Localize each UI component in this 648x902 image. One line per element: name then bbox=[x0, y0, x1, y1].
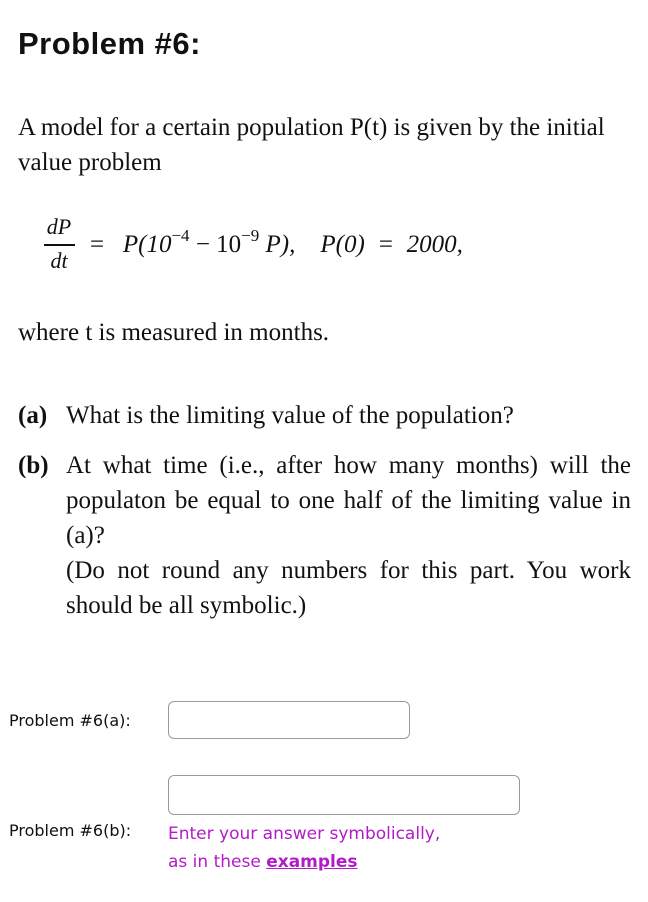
problem-title: Problem #6: bbox=[18, 26, 201, 61]
equation-term-1: P(10 bbox=[122, 231, 172, 258]
part-b-label: (b) bbox=[18, 452, 49, 479]
answer-a-input[interactable] bbox=[168, 701, 410, 739]
equals-sign: = bbox=[90, 231, 105, 258]
part-b-note: (Do not round any numbers for this part. You work should be all symbolic.) bbox=[66, 557, 631, 619]
part-a-text: What is the limiting value of the population? bbox=[66, 402, 514, 429]
fraction-denominator: dt bbox=[50, 248, 68, 273]
equation-term-2: − 10 bbox=[189, 231, 242, 258]
answer-b-label: Problem #6(b): bbox=[9, 821, 132, 840]
answer-b-hint bbox=[168, 820, 440, 876]
part-b-text: At what time (i.e., after how many months) will the populaton be equal to one half of the limiting value in (a)? bbox=[66, 452, 631, 549]
exponent-1: −4 bbox=[171, 226, 190, 245]
fraction-numerator: dP bbox=[46, 214, 72, 239]
problem-intro: A model for a certain population P(t) is given by the initial value problem bbox=[18, 114, 605, 176]
equation-right-side bbox=[90, 226, 463, 259]
hint-middle-text: as in these bbox=[168, 852, 261, 872]
hint-line-2 bbox=[168, 848, 440, 876]
answer-a-label: Problem #6(a): bbox=[9, 711, 131, 730]
hint-line-1: Enter your answer symbolically, bbox=[168, 824, 441, 844]
fraction-bar bbox=[44, 244, 75, 246]
time-unit-note: where t is measured in months. bbox=[18, 319, 330, 346]
part-b-body bbox=[66, 448, 631, 623]
examples-link[interactable]: examples bbox=[266, 852, 358, 872]
part-a-label: (a) bbox=[18, 402, 48, 429]
answer-b-input[interactable] bbox=[168, 775, 520, 815]
equation-term-3: P), P(0) = 2000, bbox=[259, 231, 463, 258]
exponent-2: −9 bbox=[241, 226, 260, 245]
